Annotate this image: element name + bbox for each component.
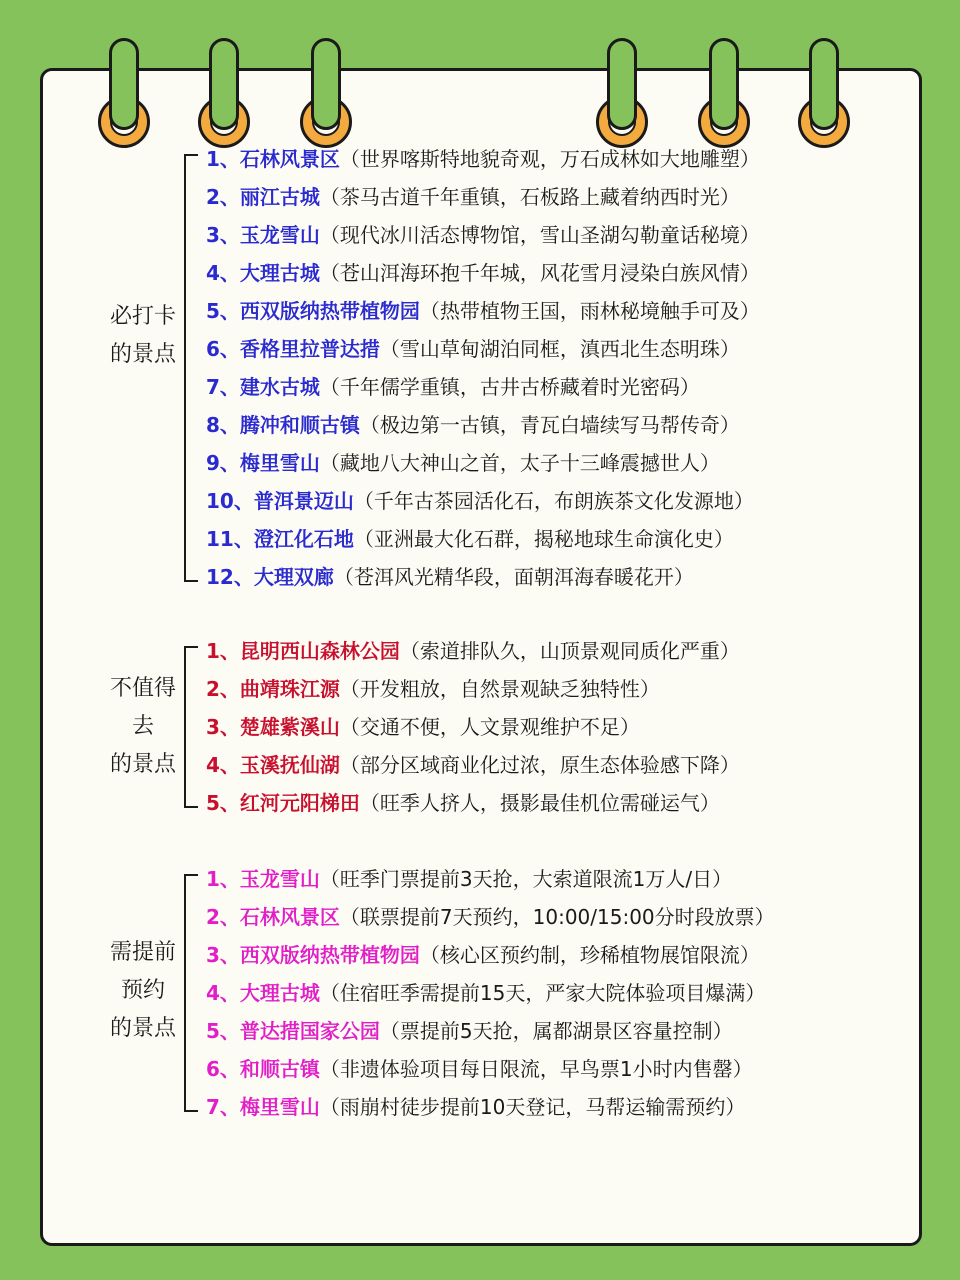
list-item: 2、曲靖珠江源（开发粗放，自然景观缺乏独特性） [206,677,660,701]
list-item: 6、和顺古镇（非遗体验项目每日限流，早鸟票1小时内售罄） [206,1057,753,1081]
section-label: 需提前 预约 的景点 [109,940,176,1041]
binder-clip [209,38,239,130]
list-item: 7、梅里雪山（雨崩村徒步提前10天登记，马帮运输需预约） [206,1095,746,1119]
list-item: 3、玉龙雪山（现代冰川活态博物馆，雪山圣湖勾勒童话秘境） [206,223,760,247]
section-label: 不值得 去 的景点 [109,676,176,777]
list-item: 6、香格里拉普达措（雪山草甸湖泊同框，滇西北生态明珠） [206,337,740,361]
attraction-list [206,860,775,1126]
list-item: 5、西双版纳热带植物园（热带植物王国，雨林秘境触手可及） [206,299,760,323]
attraction-list [206,140,760,596]
list-item: 1、石林风景区（世界喀斯特地貌奇观，万石成林如大地雕塑） [206,147,760,171]
list-item: 7、建水古城（千年儒学重镇，古井古桥藏着时光密码） [206,375,700,399]
list-item: 2、丽江古城（茶马古道千年重镇，石板路上藏着纳西时光） [206,185,740,209]
bracket [184,874,198,1112]
section-label: 必打卡 的景点 [109,304,176,367]
list-item: 8、腾冲和顺古镇（极边第一古镇，青瓦白墙续写马帮传奇） [206,413,740,437]
binder-clip [709,38,739,130]
bracket [184,154,198,582]
bracket [184,646,198,808]
list-item: 11、澄江化石地（亚洲最大化石群，揭秘地球生命演化史） [206,527,734,551]
list-item: 12、大理双廊（苍洱风光精华段，面朝洱海春暖花开） [206,565,694,589]
list-item: 3、西双版纳热带植物园（核心区预约制，珍稀植物展馆限流） [206,943,760,967]
list-item: 4、大理古城（住宿旺季需提前15天，严家大院体验项目爆满） [206,981,766,1005]
binder-clip [109,38,139,130]
binder-clip [311,38,341,130]
list-item: 2、石林风景区（联票提前7天预约，10:00/15:00分时段放票） [206,905,775,929]
binder-clip [607,38,637,130]
list-item: 5、普达措国家公园（票提前5天抢，属都湖景区容量控制） [206,1019,733,1043]
binder-clip [809,38,839,130]
list-item: 3、楚雄紫溪山（交通不便，人文景观维护不足） [206,715,640,739]
list-item: 9、梅里雪山（藏地八大神山之首，太子十三峰震撼世人） [206,451,720,475]
list-item: 4、玉溪抚仙湖（部分区域商业化过浓，原生态体验感下降） [206,753,740,777]
list-item: 5、红河元阳梯田（旺季人挤人，摄影最佳机位需碰运气） [206,791,720,815]
list-item: 4、大理古城（苍山洱海环抱千年城，风花雪月浸染白族风情） [206,261,760,285]
list-item: 10、普洱景迈山（千年古茶园活化石，布朗族茶文化发源地） [206,489,754,513]
attraction-list [206,632,740,822]
list-item: 1、玉龙雪山（旺季门票提前3天抢，大索道限流1万人/日） [206,867,733,891]
list-item: 1、昆明西山森林公园（索道排队久，山顶景观同质化严重） [206,639,740,663]
